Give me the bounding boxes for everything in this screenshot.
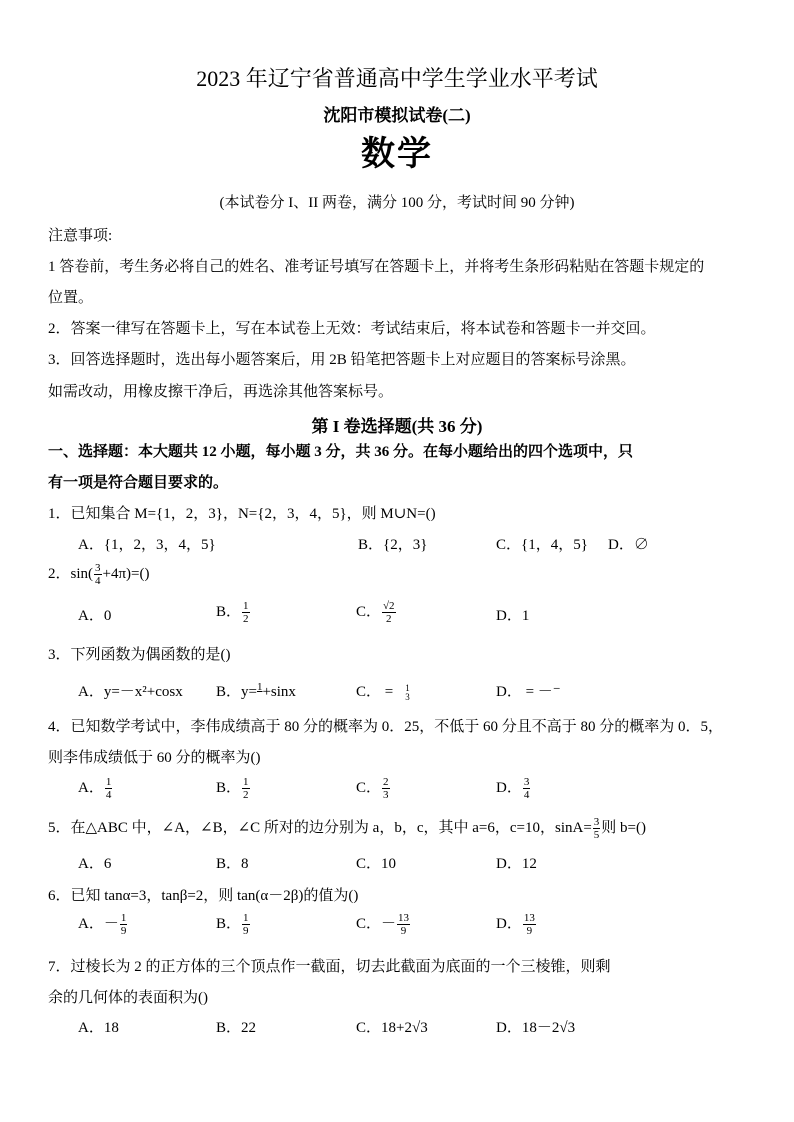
q2-option-a: A．0: [78, 608, 112, 624]
q4-option-c: C． $\frac{2}{3}$: [356, 776, 389, 802]
q2-stem-pre: 2．sin(: [48, 566, 94, 582]
q1-option-a: A．{1，2，3，4，5}: [78, 537, 216, 553]
q6-option-a: A．－ $\frac{1}{9}$: [78, 912, 127, 938]
subject-heading: 数学: [361, 136, 433, 173]
q2-option-c: C． $\frac{√2}{2}$: [356, 600, 395, 626]
notice-item-1-cont: 位置。: [48, 290, 94, 306]
q4-option-d: D． $\frac{3}{4}$: [496, 776, 530, 802]
q5-option-a: A．6: [78, 856, 112, 872]
question-4-line-2: 则李伟成绩低于 60 分的概率为(): [48, 750, 261, 766]
q2-option-d: D．1: [496, 608, 530, 624]
q6-option-b: B． $\frac{1}{9}$: [216, 912, 249, 938]
question-2-stem: [48, 562, 150, 587]
section-intro-2: 有一项是符合题目要求的。: [48, 475, 229, 491]
question-4-line-1: 4．已知数学考试中，李伟成绩高于 80 分的概率为 0．25，不低于 60 分且不高于 80 分的概率为 0．5，: [48, 719, 724, 735]
notice-heading: 注意事项:: [48, 228, 113, 244]
exam-info: (本试卷分 I、II 两卷，满分 100 分，考试时间 90 分钟): [219, 195, 575, 211]
q5-option-d: D．12: [496, 856, 537, 872]
q2-stem-post: +4π)=(): [102, 566, 150, 582]
q1-option-b: B．{2，3}: [358, 537, 428, 553]
exam-subtitle: 沈阳市模拟试卷(二): [323, 106, 471, 125]
q7-option-d: D．18－2√3: [496, 1020, 576, 1036]
q2-option-b: B． $\frac{1}{2}$: [216, 600, 249, 626]
notice-item-4: 如需改动，用橡皮擦干净后，再选涂其他答案标号。: [48, 384, 394, 400]
q4-option-b: B． $\frac{1}{2}$: [216, 776, 249, 802]
q6-option-c: C．－ $\frac{13}{9}$: [356, 912, 410, 938]
q6-option-d: D． $\frac{13}{9}$: [496, 912, 535, 938]
q3-option-d: D． = －⁻: [496, 684, 561, 700]
section-intro-1: 一、选择题：本大题共 12 小题，每小题 3 分，共 36 分。在每小题给出的四个选项中，只: [48, 444, 634, 460]
q1-option-d: D．∅: [608, 537, 649, 553]
question-7-line-1: 7．过棱长为 2 的正方体的三个顶点作一截面，切去此截面为底面的一个三棱锥，则剩: [48, 959, 611, 975]
q2-fraction: $\frac{3}{4}$: [95, 562, 101, 588]
q3-option-a: A．y=－x²+cosx: [78, 684, 183, 700]
question-6-stem: 6．已知 tanα=3，tanβ=2，则 tan(α－2β)的值为(): [48, 888, 359, 904]
question-5-stem: 5．在△ABC 中，∠A，∠B，∠C 所对的边分别为 a，b，c，其中 a=6，c=10，sinA= $\frac{3}{5}$ 则 b=(): [48, 816, 646, 842]
question-3-stem: 3．下列函数为偶函数的是(): [48, 647, 231, 663]
q7-option-b: B．22: [216, 1020, 257, 1036]
q7-option-a: A．18: [78, 1020, 119, 1036]
question-1-stem: 1．已知集合 M={1，2，3}，N={2，3，4，5}，则 M∪N=(): [48, 506, 436, 522]
q5-option-c: C．10: [356, 856, 397, 872]
q1-option-c: C．{1，4，5}: [496, 537, 588, 553]
exam-title: 2023 年辽宁省普通高中学生学业水平考试: [196, 66, 598, 91]
q3-option-c: C． = 1 3: [356, 682, 410, 702]
notice-item-3: 3．回答选择题时，选出每小题答案后，用 2B 铅笔把答题卡上对应题目的答案标号涂黑。: [48, 352, 636, 368]
notice-item-2: 2．答案一律写在答题卡上，写在本试卷上无效：考试结束后，将本试卷和答题卡一并交回。: [48, 321, 656, 337]
section-title: 第 I 卷选择题(共 36 分): [311, 417, 483, 436]
q3-option-b: B．y=$^1$+sinx: [216, 681, 296, 700]
q5-option-b: B．8: [216, 856, 249, 872]
notice-item-1: 1 答卷前，考生务必将自己的姓名、准考证号填写在答题卡上，并将考生条形码粘贴在答题卡规定的: [48, 259, 705, 275]
question-7-line-2: 余的几何体的表面积为(): [48, 990, 208, 1006]
q4-option-a: A． $\frac{1}{4}$: [78, 776, 112, 802]
q7-option-c: C．18+2√3: [356, 1020, 428, 1036]
